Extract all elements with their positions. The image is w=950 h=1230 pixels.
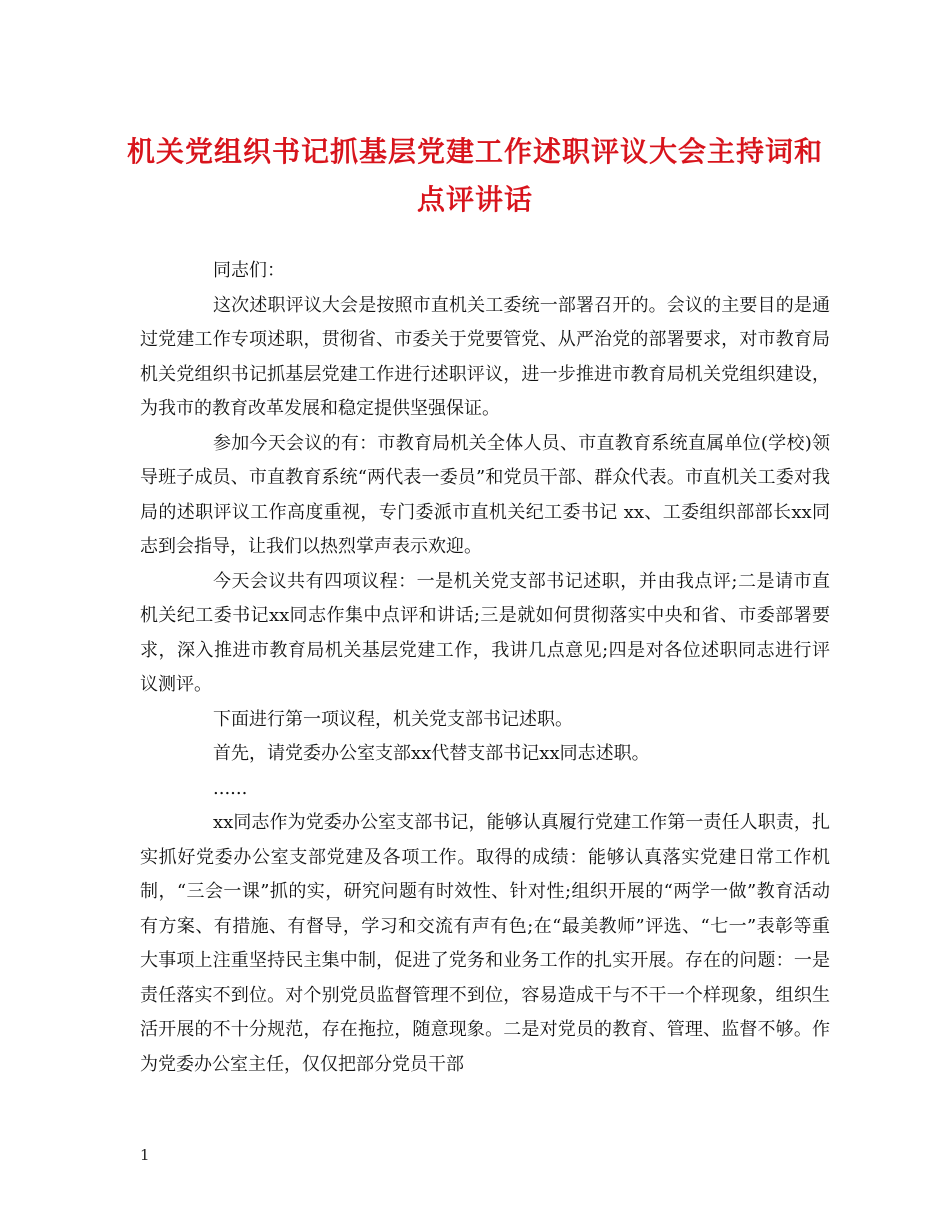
paragraph: 今天会议共有四项议程：一是机关党支部书记述职，并由我点评;二是请市直机关纪工委书记xx同志作集中点评和讲话;三是就如何贯彻落实中央和省、市委部署要求，深入推进市教育局机关基层党建工作，我讲几点意见;四是对各位述职同志进行评议测评。 bbox=[140, 570, 830, 695]
paragraph: 参加今天会议的有：市教育局机关全体人员、市直教育系统直属单位(学校)领导班子成员、市直教育系统“两代表一委员”和党员干部、群众代表。市直机关工委对我局的述职评议工作高度重视，专门委派市直机关纪工委书记 xx、工委组织部部长xx同志到会指导，让我们以热烈掌声表示欢迎。 bbox=[140, 432, 830, 557]
paragraph: xx同志作为党委办公室支部书记，能够认真履行党建工作第一责任人职责，扎实抓好党委办公室支部党建及各项工作。取得的成绩：能够认真落实党建日常工作机制，“三会一课”抓的实，研究问题有时效性、针对性;组织开展的“两学一做”教育活动有方案、有措施、有督导，学习和交流有声有色;在“最美教师”评选、“七一”表彰等重大事项上注重坚持民主集中制，促进了党务和业务工作的扎实开展。存在的问题：一是责任落实不到位。对个别党员监督管理不到位，容易造成干与不干一个样现象，组织生活开展的不十分规范，存在拖拉，随意现象。二是对党员的教育、管理、监督不够。作为党委办公室主任，仅仅把部分党员干部 bbox=[140, 812, 830, 1075]
paragraph: 这次述职评议大会是按照市直机关工委统一部署召开的。会议的主要目的是通过党建工作专项述职，贯彻省、市委关于党要管党、从严治党的部署要求，对市教育局机关党组织书记抓基层党建工作进行述职评议，进一步推进市教育局机关党组织建设，为我市的教育改革发展和稳定提供坚强保证。 bbox=[140, 294, 830, 419]
paragraph: 首先，请党委办公室支部xx代替支部书记xx同志述职。 bbox=[213, 743, 650, 764]
document-title bbox=[120, 128, 830, 224]
title-line-2: 点评讲话 bbox=[416, 183, 533, 216]
paragraph: 下面进行第一项议程，机关党支部书记述职。 bbox=[213, 708, 573, 730]
title-line-1: 机关党组织书记抓基层党建工作述职评议大会主持词和 bbox=[126, 135, 823, 168]
paragraph: 同志们： bbox=[213, 260, 285, 281]
page-number: 1 bbox=[140, 1146, 150, 1164]
paragraph: ...... bbox=[213, 777, 248, 799]
document-body bbox=[140, 254, 830, 1082]
